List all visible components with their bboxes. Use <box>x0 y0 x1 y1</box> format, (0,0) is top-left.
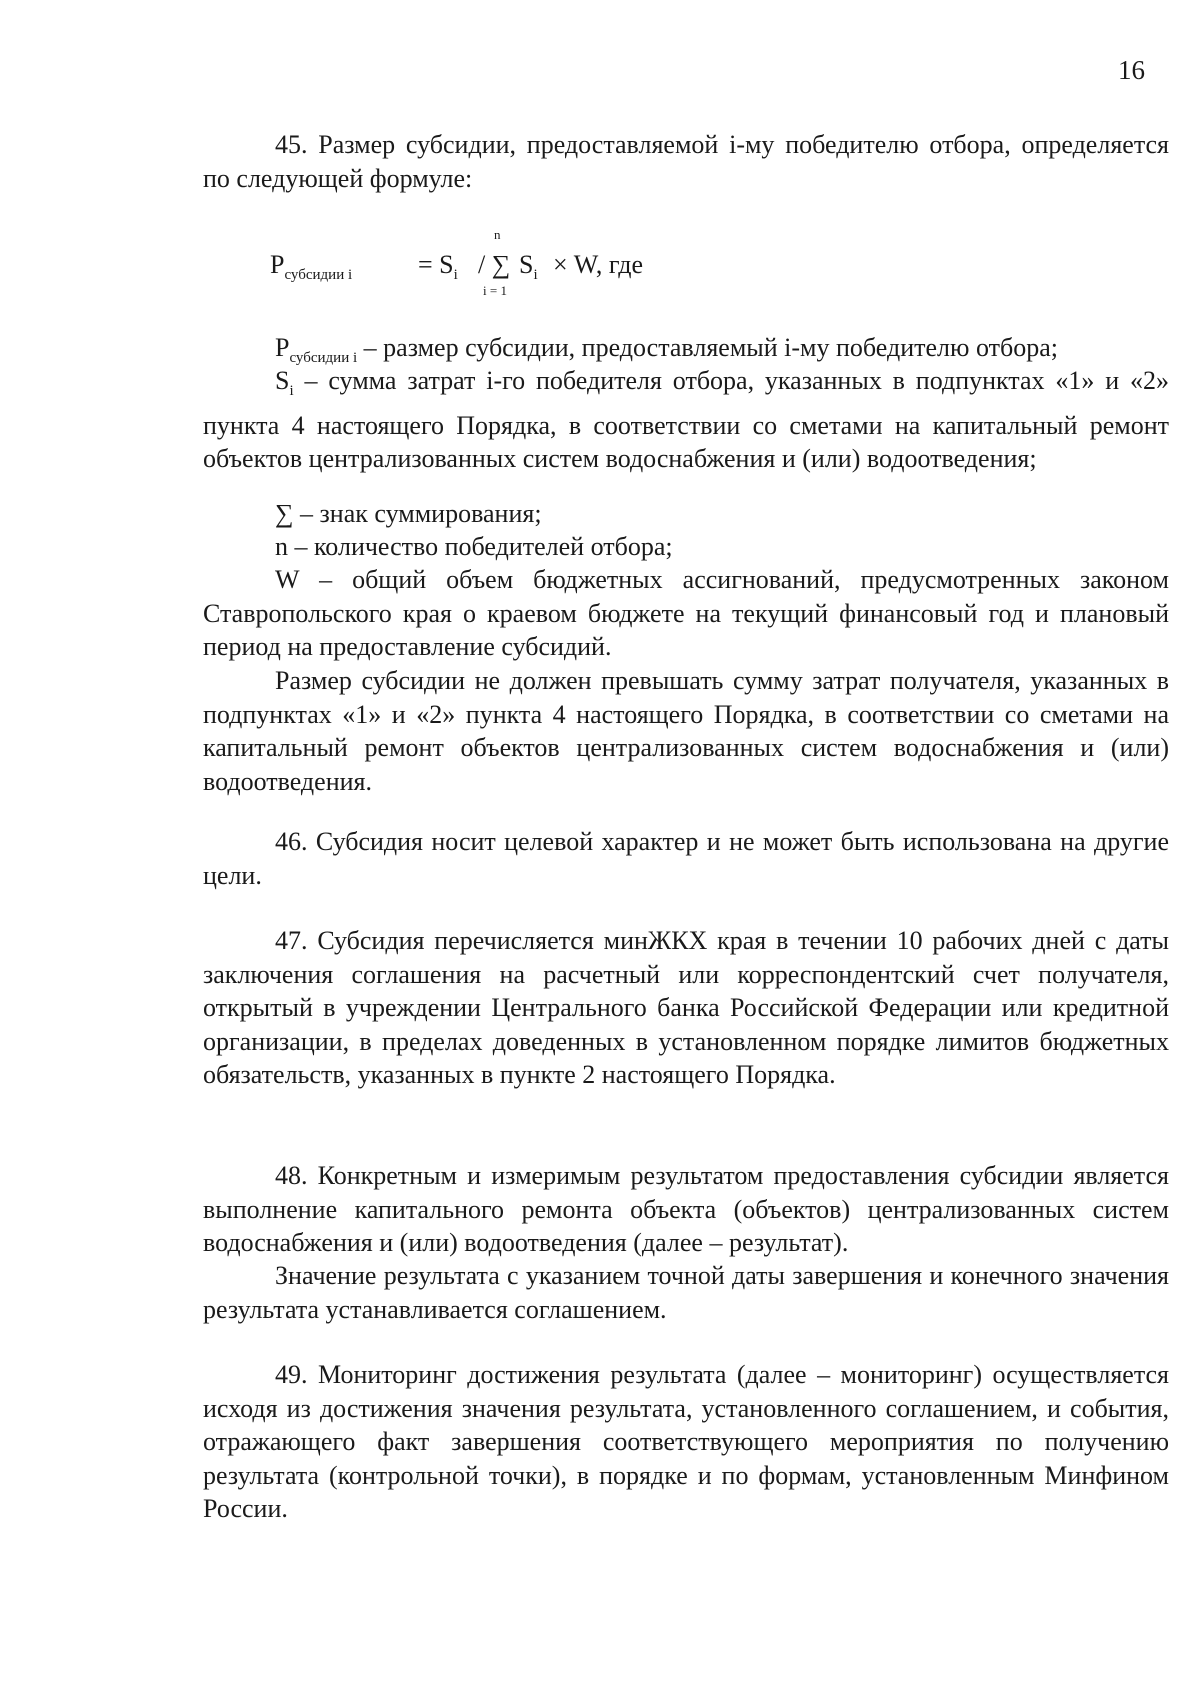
formula-si2-subscript: i <box>533 267 538 283</box>
definition-s-subscript: i <box>289 383 294 399</box>
paragraph-48: 48. Конкретным и измеримым результатом предоставления субсидии является выполнение капитального ремонта объекта (объектов) централизованных систем водоснабжения и (или) водоотведения (далее – результат). <box>203 1161 1169 1257</box>
definition-p-subscript: субсидии i <box>289 350 358 366</box>
definition-w: W – общий объем бюджетных ассигнований, предусмотренных законом Ставропольского края о краевом бюджете на текущий финансовый год и плановый период на предоставление субсидий. <box>203 565 1169 661</box>
subsidy-formula <box>270 227 770 300</box>
formula-eq-si: = $S_i$ <box>418 250 458 283</box>
formula-si-summand: $S_i$ <box>519 250 538 283</box>
paragraph-48-value: Значение результата с указанием точной даты завершения и конечного значения результата устанавливается соглашением. <box>203 1261 1169 1324</box>
formula-sum-upper-limit: n <box>494 227 501 242</box>
definition-sum-sign: ∑ – знак суммирования; <box>275 499 542 528</box>
formula-sum-sign: / ∑ <box>478 250 511 279</box>
formula-p: $P_{субсидии i}$ <box>270 250 353 283</box>
formula-p-subscript: субсидии i <box>284 267 353 283</box>
page-number: 16 <box>1118 55 1145 85</box>
formula-tail: × W, где <box>553 250 643 279</box>
paragraph-45-limit: Размер субсидии не должен превышать сумму затрат получателя, указанных в подпунктах «1» и «2» пункта 4 настоящего Порядка, в соответствии со сметами на капитальный ремонт объектов централизованных систем водоснабжения и (или) водоотведения. <box>203 666 1169 796</box>
definition-p-subsidy: $P_{субсидии i}$ – размер субсидии, предоставляемый i-му победителю отбора; <box>275 333 1058 366</box>
formula-si-subscript: i <box>453 267 458 283</box>
formula-sum-lower-limit: i = 1 <box>483 283 507 298</box>
paragraph-45-intro: 45. Размер субсидии, предоставляемой i-му победителю отбора, определяется по следующей формуле: <box>203 130 1169 193</box>
paragraph-49: 49. Мониторинг достижения результата (далее – мониторинг) осуществляется исходя из достижения значения результата, установленного соглашением, и события, отражающего факт завершения соответствующего мероприятия по получению результата (контрольной точки), в порядке и по формам, установленным Минфином России. <box>203 1360 1169 1523</box>
definition-n: n – количество победителей отбора; <box>275 532 673 561</box>
paragraph-46: 46. Субсидия носит целевой характер и не может быть использована на другие цели. <box>203 827 1169 890</box>
definition-s-i: $S_i$ – сумма затрат i-го победителя отбора, указанных в подпунктах «1» и «2» пункта 4 настоящего Порядка, в соответствии со сметами на капитальный ремонт объектов централизованных систем водоснабжения и (или) водоотведения; <box>203 366 1169 473</box>
paragraph-47: 47. Субсидия перечисляется минЖКХ края в течении 10 рабочих дней с даты заключения соглашения на расчетный или корреспондентский счет получателя, открытый в учреждении Центрального банка Российской Федерации или кредитной организации, в пределах доведенных в установленном порядке лимитов бюджетных обязательств, указанных в пункте 2 настоящего Порядка. <box>203 926 1169 1089</box>
